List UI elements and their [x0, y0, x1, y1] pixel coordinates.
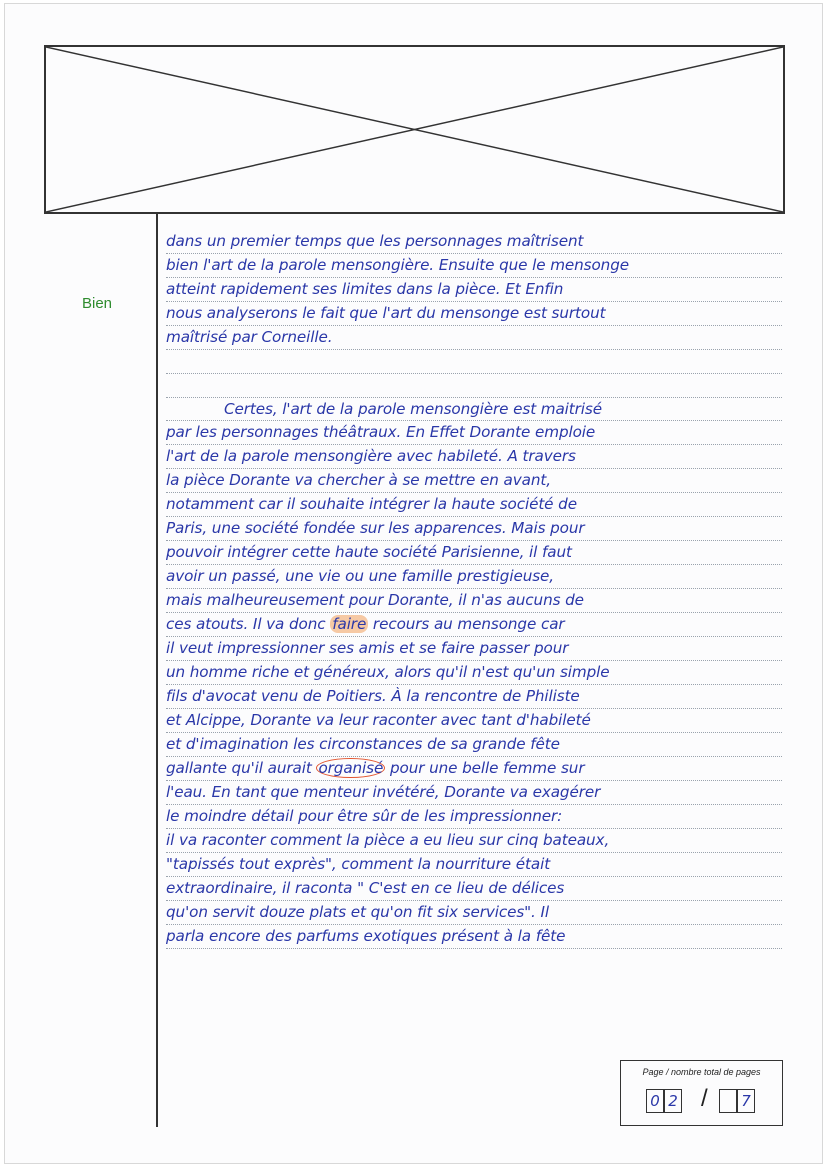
total-digit-1 [719, 1089, 737, 1113]
page-digit-1: 0 [646, 1089, 664, 1113]
text-line: ces atouts. Il va donc faire recours au mensonge car [166, 613, 782, 637]
text-line: et d'imagination les circonstances de sa grande fête [166, 733, 782, 757]
text-line: la pièce Dorante va chercher à se mettre en avant, [166, 469, 782, 493]
text-line: et Alcippe, Dorante va leur raconter avec tant d'habileté [166, 709, 782, 733]
text-line: il veut impressionner ses amis et se faire passer pour [166, 637, 782, 661]
text-line [166, 374, 782, 398]
page-counter [620, 1060, 783, 1126]
handwritten-text [166, 230, 782, 949]
text-line: pouvoir intégrer cette haute société Parisienne, il faut [166, 541, 782, 565]
text-line: notamment car il souhaite intégrer la haute société de [166, 493, 782, 517]
text-line: avoir un passé, une vie ou une famille prestigieuse, [166, 565, 782, 589]
text-line: Paris, une société fondée sur les apparences. Mais pour [166, 517, 782, 541]
text-line: maîtrisé par Corneille. [166, 326, 782, 350]
text-line: il va raconter comment la pièce a eu lieu sur cinq bateaux, [166, 829, 782, 853]
text-line: fils d'avocat venu de Poitiers. À la rencontre de Philiste [166, 685, 782, 709]
text-line: gallante qu'il aurait organisé pour une belle femme sur [166, 757, 782, 781]
text-line: atteint rapidement ses limites dans la pièce. Et Enfin [166, 278, 782, 302]
text-line: dans un premier temps que les personnages maîtrisent [166, 230, 782, 254]
text-line: qu'on servit douze plats et qu'on fit six services". Il [166, 901, 782, 925]
text-line: Certes, l'art de la parole mensongière est maitrisé [166, 398, 782, 421]
text-line: l'art de la parole mensongière avec habileté. A travers [166, 445, 782, 469]
text-line: mais malheureusement pour Dorante, il n'as aucuns de [166, 589, 782, 613]
teacher-comment: Bien [82, 295, 113, 312]
text-line: un homme riche et généreux, alors qu'il n'est qu'un simple [166, 661, 782, 685]
text-line: bien l'art de la parole mensongière. Ensuite que le mensonge [166, 254, 782, 278]
text-line: parla encore des parfums exotiques présent à la fête [166, 925, 782, 949]
page-slash: / [701, 1085, 708, 1112]
text-line [166, 350, 782, 374]
text-line: l'eau. En tant que menteur invétéré, Dorante va exagérer [166, 781, 782, 805]
header-crossed-box [44, 45, 785, 214]
text-line: nous analyserons le fait que l'art du mensonge est surtout [166, 302, 782, 326]
text-line: extraordinaire, il raconta " C'est en ce lieu de délices [166, 877, 782, 901]
page-counter-label: Page / nombre total de pages [642, 1067, 761, 1077]
margin-rule [156, 213, 158, 1127]
text-line: "tapissés tout exprès", comment la nourriture était [166, 853, 782, 877]
cross-lines [46, 47, 783, 212]
page-digit-2: 2 [664, 1089, 682, 1113]
total-digit-2: 7 [737, 1089, 755, 1113]
circle-mark: organisé [318, 759, 384, 777]
highlight-mark: faire [332, 615, 367, 633]
text-line: par les personnages théâtraux. En Effet Dorante emploie [166, 421, 782, 445]
text-line: le moindre détail pour être sûr de les impressionner: [166, 805, 782, 829]
